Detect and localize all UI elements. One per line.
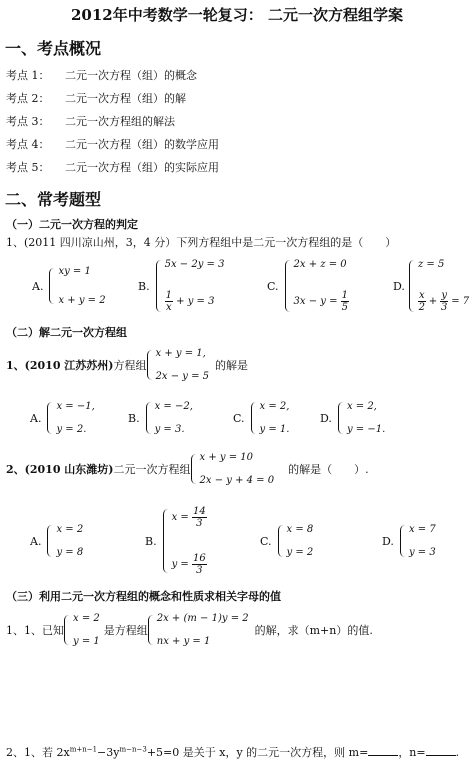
question-text: 二元一次方程组: [113, 463, 191, 476]
question-suffix: 的解是: [215, 359, 249, 372]
equation: x = 2,: [259, 401, 290, 412]
exponent: m+n−1: [69, 745, 98, 754]
section1-heading: 一、考点概况: [5, 39, 102, 58]
equation: 2x + (m − 1)y = 2: [156, 613, 249, 624]
equation: y = $\frac{16}{3}$: [171, 553, 206, 576]
brace: [156, 260, 162, 312]
brace: [49, 268, 55, 304]
point-4-text: 二元一次方程（组）的数学应用: [65, 138, 219, 151]
equation: y = −1.: [346, 424, 386, 435]
part2-q2-option-a: [30, 524, 83, 558]
equation: y = 2: [286, 547, 314, 558]
equation: 5x − 2y = 3: [164, 259, 225, 270]
answer-blank-m[interactable]: [368, 755, 398, 756]
fraction: $\frac{16}{3}$: [192, 553, 206, 576]
equation: $\frac{1}{x}$ + y = 3: [165, 290, 215, 313]
brace: [191, 454, 197, 484]
equation: y = 3.: [154, 424, 185, 435]
part3-heading: （三）利用二元一次方程组的概念和性质求相关字母的值: [6, 590, 281, 603]
point-2: [6, 90, 186, 106]
brace: [285, 260, 291, 312]
part2-question-1: [6, 348, 248, 382]
part2-question-2: [6, 452, 369, 486]
brace: [251, 402, 257, 434]
option-label: D.: [382, 534, 394, 548]
equation: x = 7: [408, 524, 436, 535]
equation: x + y = 2: [58, 295, 106, 306]
equation: y = 3: [408, 547, 436, 558]
option-label: A.: [32, 279, 44, 293]
point-1: [6, 67, 197, 83]
option-label: D.: [393, 279, 405, 293]
option-label: B.: [128, 411, 140, 425]
question-end: .: [455, 746, 460, 759]
point-5-label: 考点 5：: [6, 161, 50, 174]
equation: 2x + z = 0: [293, 259, 347, 270]
equation: x = 8: [286, 524, 314, 535]
brace: [64, 615, 70, 645]
question-text: 方程组: [113, 359, 147, 372]
equation: x + y = 1,: [155, 348, 206, 359]
point-3: [6, 113, 175, 129]
question-text: 是方程组: [103, 624, 148, 637]
option-label: C.: [260, 534, 272, 548]
point-2-label: 考点 2：: [6, 92, 50, 105]
question-prefix: 2、1、若 2x: [6, 746, 70, 759]
brace: [147, 350, 153, 380]
point-5-text: 二元一次方程（组）的实际应用: [65, 161, 219, 174]
answer-blank-n[interactable]: [426, 755, 456, 756]
option-label: D.: [320, 411, 332, 425]
part1-heading: （一）二元一次方程的判定: [6, 218, 138, 231]
brace: [148, 615, 154, 645]
brace: [146, 402, 152, 434]
point-4: [6, 136, 219, 152]
part1-option-c: [267, 259, 349, 313]
part2-q1-option-b: [128, 401, 193, 435]
fraction: $\frac{14}{3}$: [192, 506, 206, 529]
equation: xy = 1: [58, 266, 91, 277]
equation: 3x − y = $\frac{1}{5}$: [293, 290, 349, 313]
part1-option-d: [393, 259, 469, 313]
question-text: +5=0 是关于 x，y 的二元一次方程，则 m=: [146, 746, 369, 759]
part2-q1-option-c: [233, 401, 289, 435]
point-2-text: 二元一次方程（组）的解: [65, 92, 186, 105]
brace: [338, 402, 344, 434]
equation: x = 2: [73, 613, 100, 624]
point-5: [6, 159, 219, 175]
part2-q1-option-a: [30, 401, 95, 435]
part2-q1-option-d: [320, 401, 385, 435]
question-source: 1、(2010 江苏苏州): [6, 359, 114, 372]
point-4-label: 考点 4：: [6, 138, 50, 151]
option-label: C.: [267, 279, 279, 293]
equation: x = $\frac{14}{3}$: [171, 506, 206, 529]
part3-question-2: [6, 744, 459, 760]
brace: [278, 525, 284, 557]
exponent: m−n−3: [119, 745, 147, 754]
question-text: ，n=: [398, 746, 426, 759]
part1-option-a: [32, 266, 106, 306]
fraction: $\frac{x}{2}$: [418, 290, 425, 313]
equation: z = 5: [417, 259, 445, 270]
equation: x + y = 10: [199, 452, 254, 463]
question-source: 2、(2010 山东潍坊): [6, 463, 114, 476]
option-label: B.: [145, 534, 157, 548]
equation: y = 2.: [56, 424, 87, 435]
part1-question: 1、(2011 四川凉山州，3，4 分）下列方程组中是二元一次方程组的是（ ）: [6, 236, 397, 249]
option-label: A.: [30, 534, 42, 548]
brace: [47, 525, 53, 557]
question-text: −3y: [97, 746, 120, 759]
brace: [47, 402, 53, 434]
part2-q2-option-b: [145, 506, 207, 576]
part2-q2-option-c: [260, 524, 313, 558]
section2-heading: 二、常考题型: [5, 190, 102, 209]
point-1-text: 二元一次方程（组）的概念: [65, 69, 197, 82]
page-title: 2012年中考数学一轮复习： 二元一次方程组学案: [71, 6, 403, 24]
equation: 2x − y + 4 = 0: [199, 475, 275, 486]
equation: x = −2,: [154, 401, 193, 412]
equation: y = 1.: [259, 424, 290, 435]
equation: x = 2,: [346, 401, 377, 412]
point-3-text: 二元一次方程组的解法: [65, 115, 175, 128]
equation: 2x − y = 5: [155, 371, 210, 382]
brace: [163, 509, 169, 573]
option-label: B.: [138, 279, 150, 293]
option-label: A.: [30, 411, 42, 425]
brace: [400, 525, 406, 557]
part3-question-1: [6, 613, 373, 647]
equation: nx + y = 1: [156, 636, 211, 647]
point-3-label: 考点 3：: [6, 115, 50, 128]
option-label: C.: [233, 411, 245, 425]
brace: [409, 260, 415, 312]
part2-heading: （二）解二元一次方程组: [6, 326, 127, 339]
question-suffix: 的解，求（m+n）的值.: [254, 624, 373, 637]
fraction: $\frac{1}{5}$: [341, 290, 349, 313]
equation: x = 2: [56, 524, 84, 535]
point-1-label: 考点 1：: [6, 69, 50, 82]
equation: x = −1,: [56, 401, 95, 412]
equation: y = 8: [56, 547, 84, 558]
question-prefix: 1、1、已知: [6, 624, 64, 637]
part2-q2-option-d: [382, 524, 436, 558]
part1-option-b: [138, 259, 224, 313]
fraction: $\frac{1}{x}$: [165, 290, 172, 313]
equation: $\frac{x}{2}$ + $\frac{y}{3}$ = 7: [418, 290, 470, 313]
question-suffix: 的解是（ ）.: [288, 463, 369, 476]
equation: y = 1: [73, 636, 100, 647]
fraction: $\frac{y}{3}$: [440, 290, 448, 313]
